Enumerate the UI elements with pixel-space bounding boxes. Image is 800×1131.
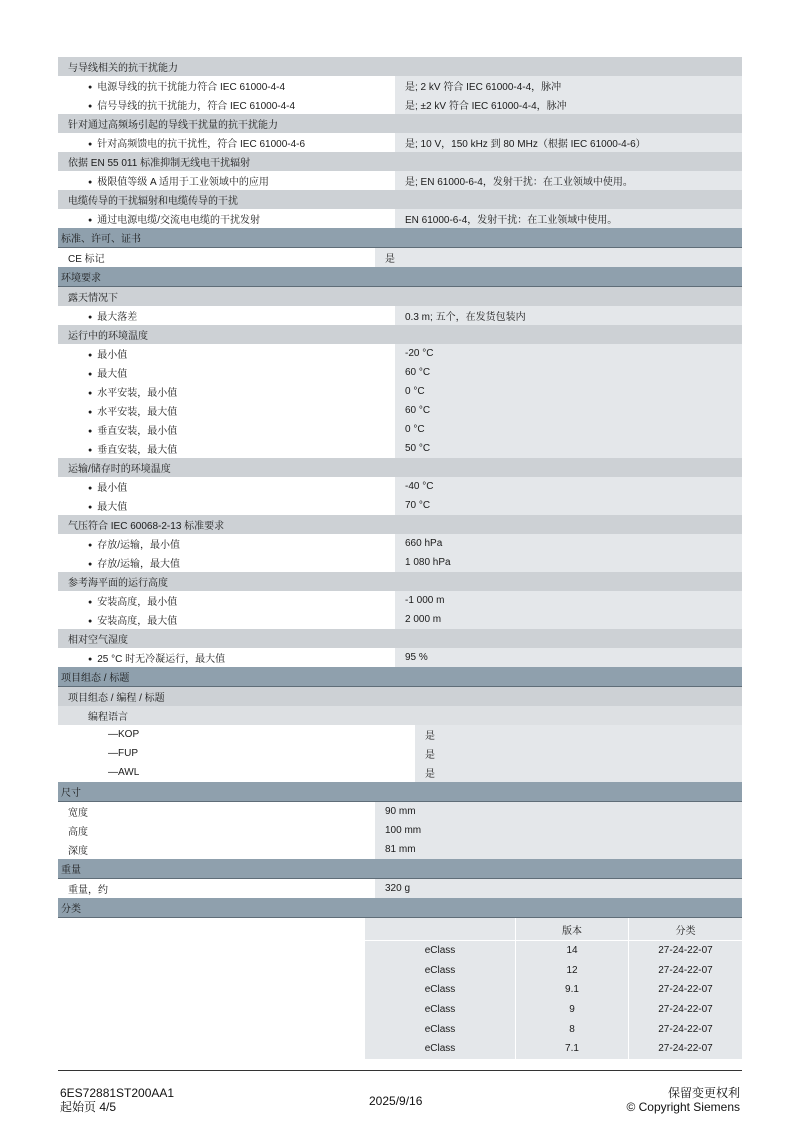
class-code: 27-24-22-07 [658, 1043, 713, 1055]
class-code: 27-24-22-07 [658, 984, 713, 996]
table-row [58, 306, 742, 325]
group-header: 项目组态 / 编程 / 标题 [58, 687, 742, 706]
row-label: 重量，约 [68, 885, 108, 896]
row-label: ● 通过电源电缆/交流电电缆的干扰发射 [58, 211, 395, 226]
row-value: 是 [415, 744, 742, 763]
class-system: eClass [365, 1019, 516, 1039]
row-value: 60 °C [395, 363, 742, 382]
table-row [58, 821, 742, 840]
class-system: eClass [365, 1039, 516, 1059]
section-header-weight: 重量 [58, 859, 742, 879]
row-value: 70 °C [395, 496, 742, 515]
row-label: — AWL [58, 767, 415, 778]
table-row [58, 840, 742, 859]
table-row [58, 496, 742, 515]
row-value: 81 mm [375, 840, 742, 859]
table-row [58, 534, 742, 553]
classification-row [365, 1039, 742, 1059]
row-value: -40 °C [395, 477, 742, 496]
row-value: 95 % [395, 648, 742, 667]
row-value: 90 mm [375, 802, 742, 821]
row-value: 0 °C [395, 382, 742, 401]
table-row [58, 553, 742, 572]
row-label: — KOP [58, 729, 415, 740]
row-value: -20 °C [395, 344, 742, 363]
table-row [58, 725, 742, 744]
group-header: 运输/储存时的环境温度 [58, 458, 742, 477]
row-label: ● 最小值 [58, 346, 395, 361]
row-label: ● 安装高度，最大值 [58, 612, 395, 627]
row-label: 宽度 [68, 808, 88, 819]
row-label: ● 25 °C 时无冷凝运行，最大值 [58, 650, 395, 665]
table-row [58, 763, 742, 782]
table-row [58, 591, 742, 610]
table-row [58, 95, 742, 114]
classification-row [365, 980, 742, 1000]
row-value: 100 mm [375, 821, 742, 840]
row-label: ● 垂直安装，最大值 [58, 441, 395, 456]
section-header-environment: 环境要求 [58, 267, 742, 287]
table-row [58, 382, 742, 401]
row-label: ● 安装高度，最小值 [58, 593, 395, 608]
row-value: 是 [415, 725, 742, 744]
row-value: 是; EN 61000-6-4，发射干扰：在工业领域中使用。 [395, 171, 742, 190]
row-value: 660 hPa [395, 534, 742, 553]
row-label: ● 垂直安装，最小值 [58, 422, 395, 437]
table-row [58, 477, 742, 496]
row-value: 是 [375, 248, 742, 267]
table-row [58, 439, 742, 458]
section-header-project: 项目组态 / 标题 [58, 667, 742, 687]
group-header: 相对空气湿度 [58, 629, 742, 648]
group-header: 运行中的环境温度 [58, 325, 742, 344]
class-system: eClass [365, 961, 516, 981]
class-system: eClass [365, 941, 516, 961]
section-header-dimensions: 尺寸 [58, 782, 742, 802]
row-label: ● 电源导线的抗干扰能力符合 IEC 61000-4-4 [58, 78, 395, 93]
page-number: 起始页 4/5 [60, 1100, 117, 1114]
classification-table [365, 918, 742, 1059]
table-row [58, 879, 742, 898]
table-row [58, 610, 742, 629]
group-header: 参考海平面的运行高度 [58, 572, 742, 591]
row-value: 50 °C [395, 439, 742, 458]
section-header-standards: 标准、许可、证书 [58, 228, 742, 248]
class-code: 27-24-22-07 [658, 964, 713, 976]
row-value: 2 000 m [395, 610, 742, 629]
table-row [58, 133, 742, 152]
table-row [58, 744, 742, 763]
rights-notice: 保留变更权利 [667, 1086, 740, 1100]
table-row [58, 802, 742, 821]
class-system: eClass [365, 980, 516, 1000]
classification-row [365, 961, 742, 981]
row-label: ● 针对高频馈电的抗干扰性，符合 IEC 61000-4-6 [58, 135, 395, 150]
table-row [58, 401, 742, 420]
row-value: 320 g [375, 879, 742, 898]
page-footer [58, 1070, 742, 1114]
part-number: 6ES72881ST200AA1 [60, 1086, 175, 1100]
header-classification: 分类 [675, 925, 696, 937]
row-value: 是; 2 kV 符合 IEC 61000-4-4，脉冲 [395, 76, 742, 95]
class-code: 27-24-22-07 [658, 1023, 713, 1035]
class-version: 14 [516, 941, 629, 961]
row-label: ● 存放/运输，最大值 [58, 555, 395, 570]
table-row [58, 76, 742, 95]
group-header: 与导线相关的抗干扰能力 [58, 57, 742, 76]
copyright: © Copyright Siemens [626, 1100, 740, 1114]
classification-row [365, 1019, 742, 1039]
row-label: ● 信号导线的抗干扰能力，符合 IEC 61000-4-4 [58, 97, 395, 112]
row-label: ● 最大值 [58, 498, 395, 513]
footer-date: 2025/9/16 [369, 1094, 423, 1108]
table-row [58, 209, 742, 228]
subgroup-header: 编程语言 [58, 706, 742, 725]
row-value: 1 080 hPa [395, 553, 742, 572]
row-value: 0 °C [395, 420, 742, 439]
row-label: ● 水平安装，最小值 [58, 384, 395, 399]
group-header: 依据 EN 55 011 标准抑制无线电干扰辐射 [58, 152, 742, 171]
class-version: 9 [516, 1000, 629, 1020]
row-value: 是; 10 V，150 kHz 到 80 MHz（根据 IEC 61000-4-6） [395, 133, 742, 152]
row-label: 深度 [68, 846, 88, 857]
row-label: — FUP [58, 748, 415, 759]
table-row [58, 363, 742, 382]
header-version: 版本 [516, 918, 629, 940]
row-value: EN 61000-6-4，发射干扰：在工业领域中使用。 [395, 209, 742, 228]
row-label: CE 标记 [68, 254, 105, 265]
row-label: ● 最小值 [58, 479, 395, 494]
row-value: 0.3 m; 五个，在发货包装内 [395, 306, 742, 325]
class-system: eClass [365, 1000, 516, 1020]
class-code: 27-24-22-07 [658, 945, 713, 957]
row-label: ● 最大值 [58, 365, 395, 380]
row-label: 高度 [68, 827, 88, 838]
row-value: 是; ±2 kV 符合 IEC 61000-4-4，脉冲 [395, 95, 742, 114]
table-row [58, 420, 742, 439]
row-label: ● 水平安装，最大值 [58, 403, 395, 418]
section-header-classification: 分类 [58, 898, 742, 918]
group-header: 气压符合 IEC 60068-2-13 标准要求 [58, 515, 742, 534]
row-label: ● 存放/运输，最小值 [58, 536, 395, 551]
group-header: 电缆传导的干扰辐射和电缆传导的干扰 [58, 190, 742, 209]
group-header: 露天情况下 [58, 287, 742, 306]
row-label: ● 最大落差 [58, 308, 395, 323]
table-row [58, 344, 742, 363]
row-value: 是 [415, 763, 742, 782]
class-version: 8 [516, 1019, 629, 1039]
row-value: 60 °C [395, 401, 742, 420]
row-value: -1 000 m [395, 591, 742, 610]
class-version: 9.1 [516, 980, 629, 1000]
row-label: ● 极限值等级 A 适用于工业领域中的应用 [58, 173, 395, 188]
class-code: 27-24-22-07 [658, 1004, 713, 1016]
group-header: 针对通过高频场引起的导线干扰量的抗干扰能力 [58, 114, 742, 133]
class-version: 7.1 [516, 1039, 629, 1059]
classification-row [365, 1000, 742, 1020]
classification-block [58, 918, 742, 1059]
classification-row [365, 941, 742, 961]
table-row [58, 171, 742, 190]
table-row [58, 648, 742, 667]
classification-header-row [365, 918, 742, 941]
table-row [58, 248, 742, 267]
class-version: 12 [516, 961, 629, 981]
datasheet-table [58, 57, 742, 1059]
